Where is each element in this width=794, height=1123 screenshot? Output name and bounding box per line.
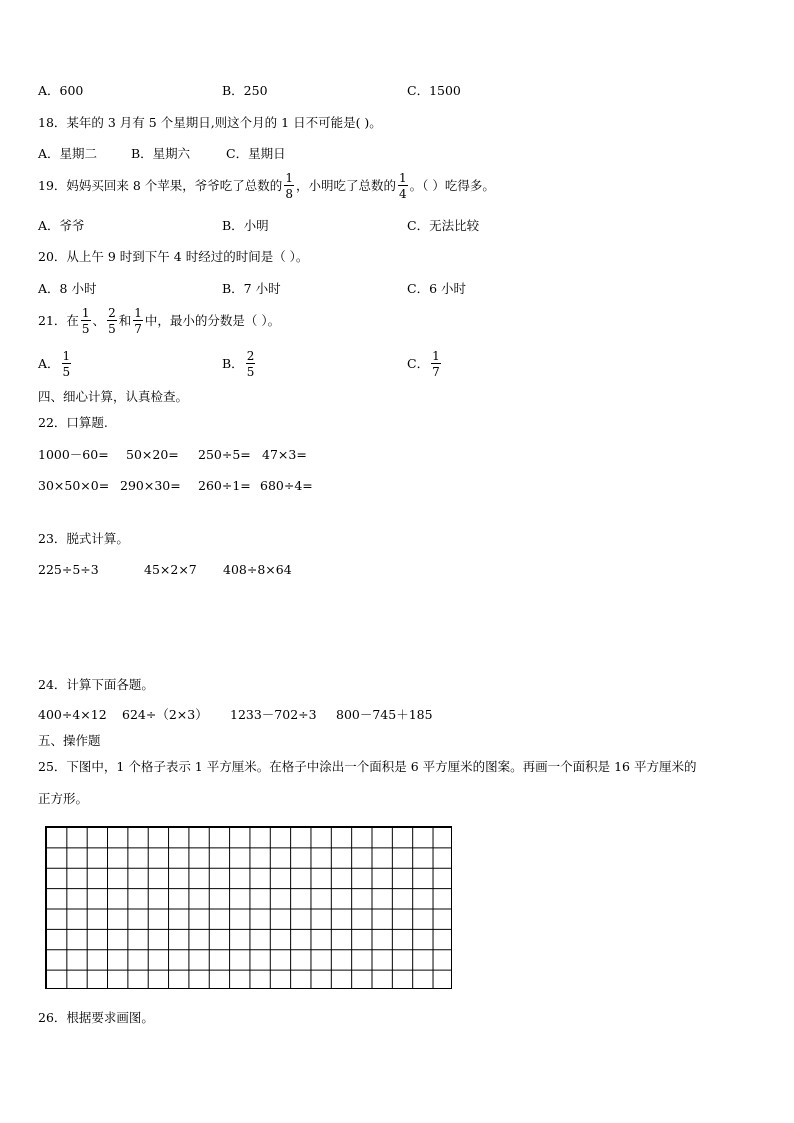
calc-item: 624÷（2×3）: [122, 707, 208, 722]
stem-text: 。（ ）吃得多。: [409, 177, 495, 193]
denominator: 5: [108, 322, 116, 336]
question-19-stem: [38, 172, 495, 200]
calc-item: 290×30=: [120, 478, 181, 493]
denominator: 5: [62, 365, 71, 379]
calc-item: 680÷4=: [260, 478, 313, 493]
calc-item: 408÷8×64: [223, 562, 292, 577]
section-heading: 四、细心计算，认真检查。: [38, 389, 189, 404]
option-a: A．爷爷: [38, 218, 85, 233]
option-c: C．6 小时: [407, 281, 466, 296]
fraction: [398, 172, 408, 200]
question-20-stem: 20．从上午 9 时到下午 4 时经过的时间是（ ）。: [38, 249, 309, 264]
option-label: B．: [222, 355, 244, 371]
question-22-title: 22．口算题.: [38, 415, 108, 430]
calc-item: 800－745＋185: [336, 707, 433, 722]
stem-text: 19．妈妈买回来 8 个苹果，爷爷吃了总数的: [38, 177, 283, 193]
option-b: B．7 小时: [222, 281, 281, 296]
option-label: A．: [38, 355, 60, 371]
fraction: [81, 307, 91, 335]
question-21-stem: [38, 307, 280, 335]
option-b: B．星期六: [131, 146, 191, 161]
question-25-stem: 25．下图中，1 个格子表示 1 平方厘米。在格子中涂出一个面积是 6 平方厘米的图案。再画一个面积是 16 平方厘米的: [38, 759, 697, 774]
option-b: B．小明: [222, 218, 269, 233]
calc-item: 47×3=: [262, 447, 307, 462]
calc-item: 400÷4×12: [38, 707, 107, 722]
fraction: [62, 350, 72, 378]
calc-item: 30×50×0=: [38, 478, 110, 493]
question-25-stem-cont: 正方形。: [38, 791, 89, 806]
calc-item: 250÷5=: [198, 447, 251, 462]
question-26-title: 26．根据要求画图。: [38, 1010, 154, 1025]
denominator: 7: [134, 322, 142, 336]
numerator: 2: [108, 306, 116, 320]
fraction: [284, 172, 294, 200]
option-label: C．: [407, 355, 430, 371]
numerator: 1: [432, 349, 440, 363]
calc-item: 1000－60=: [38, 447, 109, 462]
separator: 、: [92, 312, 106, 328]
option-a: A．8 小时: [38, 281, 97, 296]
question-23-title: 23．脱式计算。: [38, 531, 129, 546]
question-24-title: 24．计算下面各题。: [38, 677, 154, 692]
question-18-stem: 18．某年的 3 月有 5 个星期日,则这个月的 1 日不可能是( )。: [38, 115, 382, 130]
option-b: B．250: [222, 83, 268, 98]
option-c: C．1500: [407, 83, 461, 98]
option-a: A．星期二: [38, 146, 98, 161]
fraction: [133, 307, 143, 335]
stem-text: ，小明吃了总数的: [295, 177, 396, 193]
denominator: 5: [81, 322, 90, 336]
separator: 和: [118, 312, 132, 328]
calc-item: 50×20=: [126, 447, 179, 462]
option-a: [38, 350, 73, 378]
numerator: 1: [285, 171, 293, 185]
fraction: [107, 307, 117, 335]
numerator: 1: [398, 171, 407, 185]
calc-item: 45×2×7: [144, 562, 197, 577]
numerator: 1: [62, 349, 71, 363]
option-b: [222, 350, 257, 378]
denominator: 4: [398, 187, 407, 201]
fraction: [431, 350, 441, 378]
option-a: A．600: [38, 83, 84, 98]
fraction: [246, 350, 256, 378]
stem-text: 中，最小的分数是（ ）。: [144, 312, 281, 328]
section-heading: 五、操作题: [38, 733, 101, 748]
denominator: 8: [285, 187, 293, 201]
option-c: [407, 350, 443, 378]
calc-item: 1233－702÷3: [230, 707, 317, 722]
option-c: C．星期日: [226, 146, 286, 161]
numerator: 2: [246, 349, 255, 363]
option-c: C．无法比较: [407, 218, 480, 233]
square-grid[interactable]: [45, 826, 452, 989]
numerator: 1: [81, 306, 90, 320]
stem-text: 21．在: [38, 312, 79, 328]
calc-item: 260÷1=: [198, 478, 251, 493]
calc-item: 225÷5÷3: [38, 562, 99, 577]
denominator: 7: [432, 365, 440, 379]
numerator: 1: [134, 306, 142, 320]
denominator: 5: [246, 365, 255, 379]
